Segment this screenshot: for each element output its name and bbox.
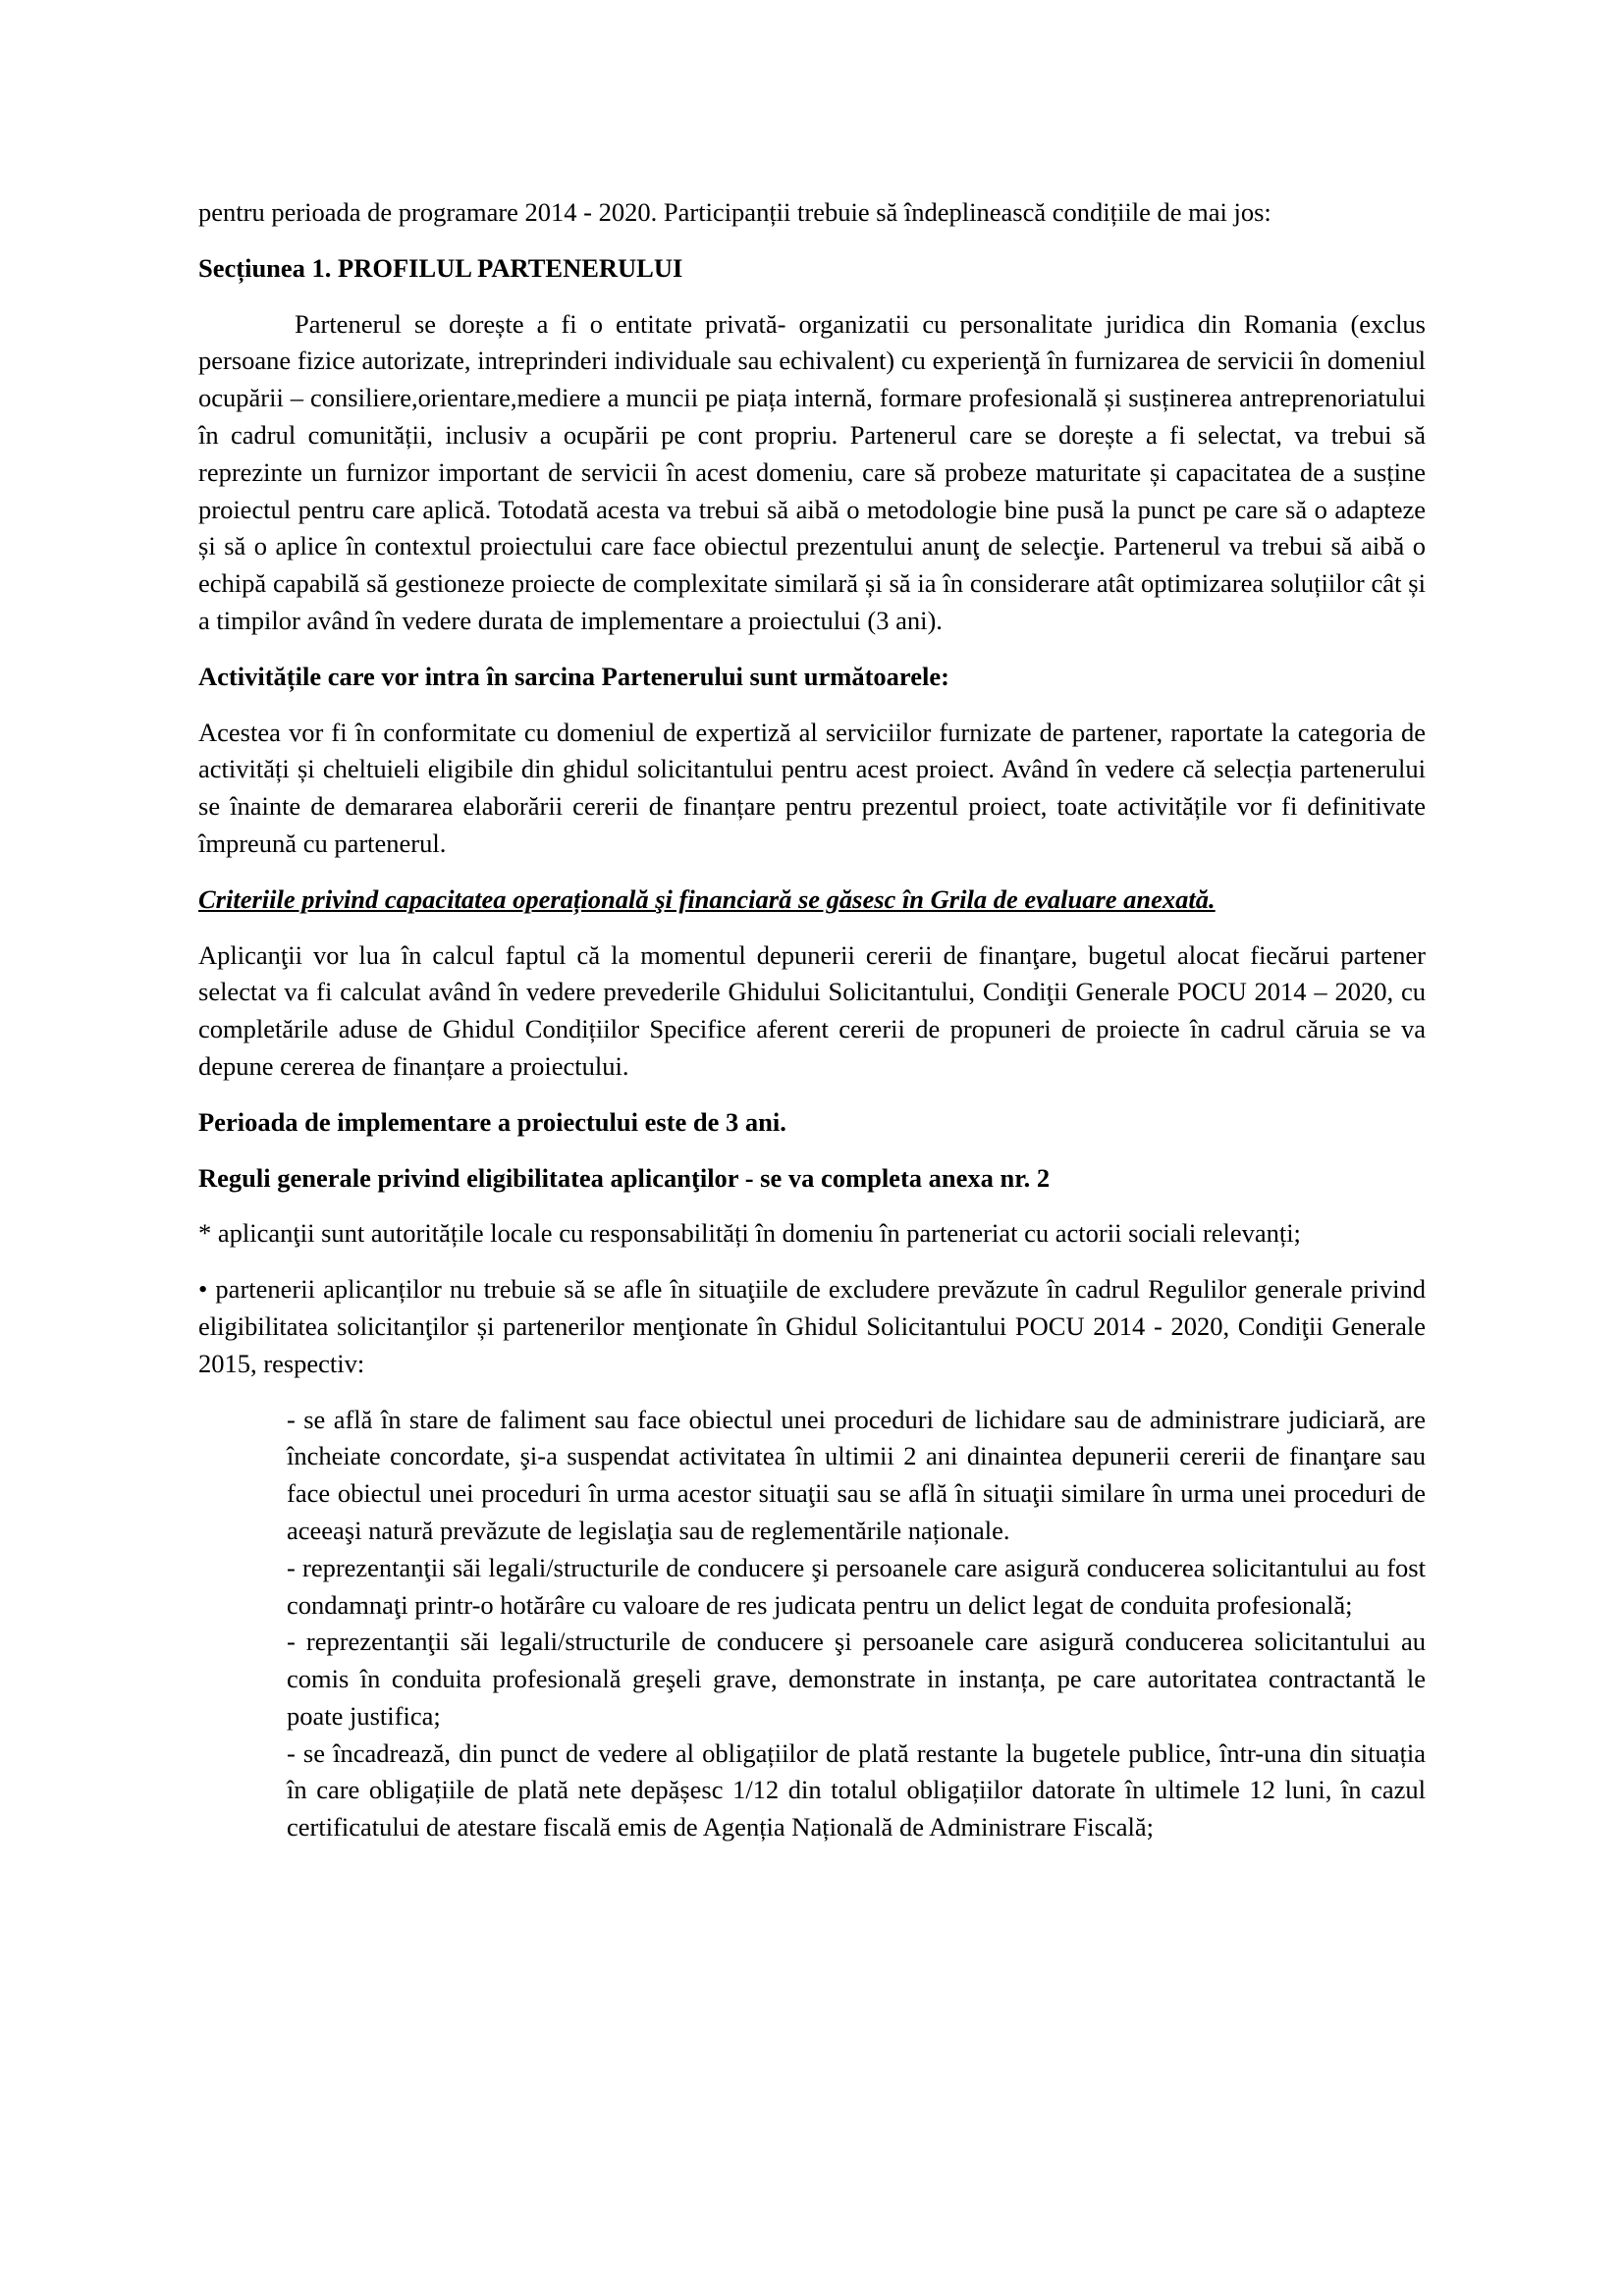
section1-heading: Secțiunea 1. PROFILUL PARTENERULUI (198, 252, 683, 283)
document-body (198, 194, 1426, 1846)
implementation-period: Perioada de implementare a proiectului este de 3 ani. (198, 1106, 786, 1137)
exclusion-item: - se încadrează, din punct de vedere al obligațiilor de plată restante la bugetele publice, într-una din situația în care obligațiile de plată nete depășesc 1/12 din totalul obligațiilor datorate în ultimele 12 luni, în cazul certificatului de atestare fiscală emis de Agenția Națională de Administrare Fiscală; (287, 1737, 1426, 1842)
activities-heading: Activitățile care vor intra în sarcina Partenerului sunt următoarele: (198, 661, 949, 691)
criteria-heading: Criteriile privind capacitatea operațională şi financiară se găsesc în Grila de evaluare anexată. (198, 883, 1216, 914)
exclusion-item: - reprezentanţii săi legali/structurile de conducere şi persoanele care asigură conducerea solicitantului au fost condamnaţi printr-o hotărâre cu valoare de res judicata pentru un delict legat de conduita profesională; (287, 1552, 1426, 1620)
exclusion-list (287, 1402, 1426, 1847)
exclusion-item: - reprezentanţii săi legali/structurile de conducere şi persoanele care asigură conducerea solicitantului au comis în conduita profesională greşeli grave, demonstrate in instanța, pe care autoritatea contractantă le poate justifica; (287, 1627, 1426, 1731)
budget-paragraph: Aplicanţii vor lua în calcul faptul că la momentul depunerii cererii de finanţare, bugetul alocat fiecărui partener selectat va fi calculat având în vedere prevederile Ghidului Solicitantului, Condiţii Generale POCU 2014 – 2020, cu completările aduse de Ghidul Condițiilor Specifice aferent cererii de propuneri de proiecte în cadrul căruia se va depune cererea de finanțare a proiectului. (198, 939, 1426, 1081)
eligibility-item: * aplicanţii sunt autoritățile locale cu responsabilități în domeniu în parteneriat cu actorii sociali relevanți; (198, 1218, 1301, 1249)
eligibility-heading: Reguli generale privind eligibilitatea aplicanţilor - se va completa anexa nr. 2 (198, 1162, 1051, 1193)
intro-paragraph: pentru perioada de programare 2014 - 2020. Participanții trebuie să îndeplinească condițiile de mai jos: (198, 197, 1271, 227)
exclusion-item: - se află în stare de faliment sau face obiectul unei proceduri de lichidare sau de administrare judiciară, are încheiate concordate, şi-a suspendat activitatea în ultimii 2 ani dinaintea depunerii cererii de finanţare sau face obiectul unei proceduri în urma acestor situaţii sau se află în situaţii similare în urma unei proceduri de aceeaşi natură prevăzute de legislaţia sau de reglementările naționale. (287, 1404, 1426, 1545)
partner-profile-paragraph: Partenerul se dorește a fi o entitate privată- organizatii cu personalitate juridica din Romania (exclus persoane fizice autorizate, intreprinderi individuale sau echivalent) cu experienţă în furnizarea de servicii în domeniul ocupării – consiliere,orientare,mediere a muncii pe piața internă, formare profesională și susținerea antreprenoriatului în cadrul comunității, inclusiv a ocupării pe cont propriu. Partenerul care se dorește a fi selectat, va trebui să reprezinte un furnizor important de servicii în acest domeniu, care să probeze maturitate și capacitatea de a susține proiectul pentru care aplică. Totodată acesta va trebui să aibă o metodologie bine pusă la punct pe care să o adapteze și să o aplice în contextul proiectului care face obiectul prezentului anunţ de selecţie. Partenerul va trebui să aibă o echipă capabilă să gestioneze proiecte de complexitate similară și să ia în considerare atât optimizarea soluțiilor cât și a timpilor având în vedere durata de implementare a proiectului (3 ani). (198, 308, 1426, 635)
activities-paragraph: Acestea vor fi în conformitate cu domeniul de expertiză al serviciilor furnizate de partener, raportate la categoria de activități și cheltuieli eligibile din ghidul solicitantului pentru acest proiect. Având în vedere că selecția partenerului se înainte de demararea elaborării cererii de finanțare pentru prezentul proiect, toate activitățile vor fi definitivate împreună cu partenerul. (198, 717, 1426, 858)
eligibility-item: • partenerii aplicanților nu trebuie să se afle în situaţiile de excludere prevăzute în cadrul Regulilor generale privind eligibilitatea solicitanţilor și partenerilor menţionate în Ghidul Solicitantului POCU 2014 - 2020, Condiţii Generale 2015, respectiv: (198, 1274, 1426, 1378)
